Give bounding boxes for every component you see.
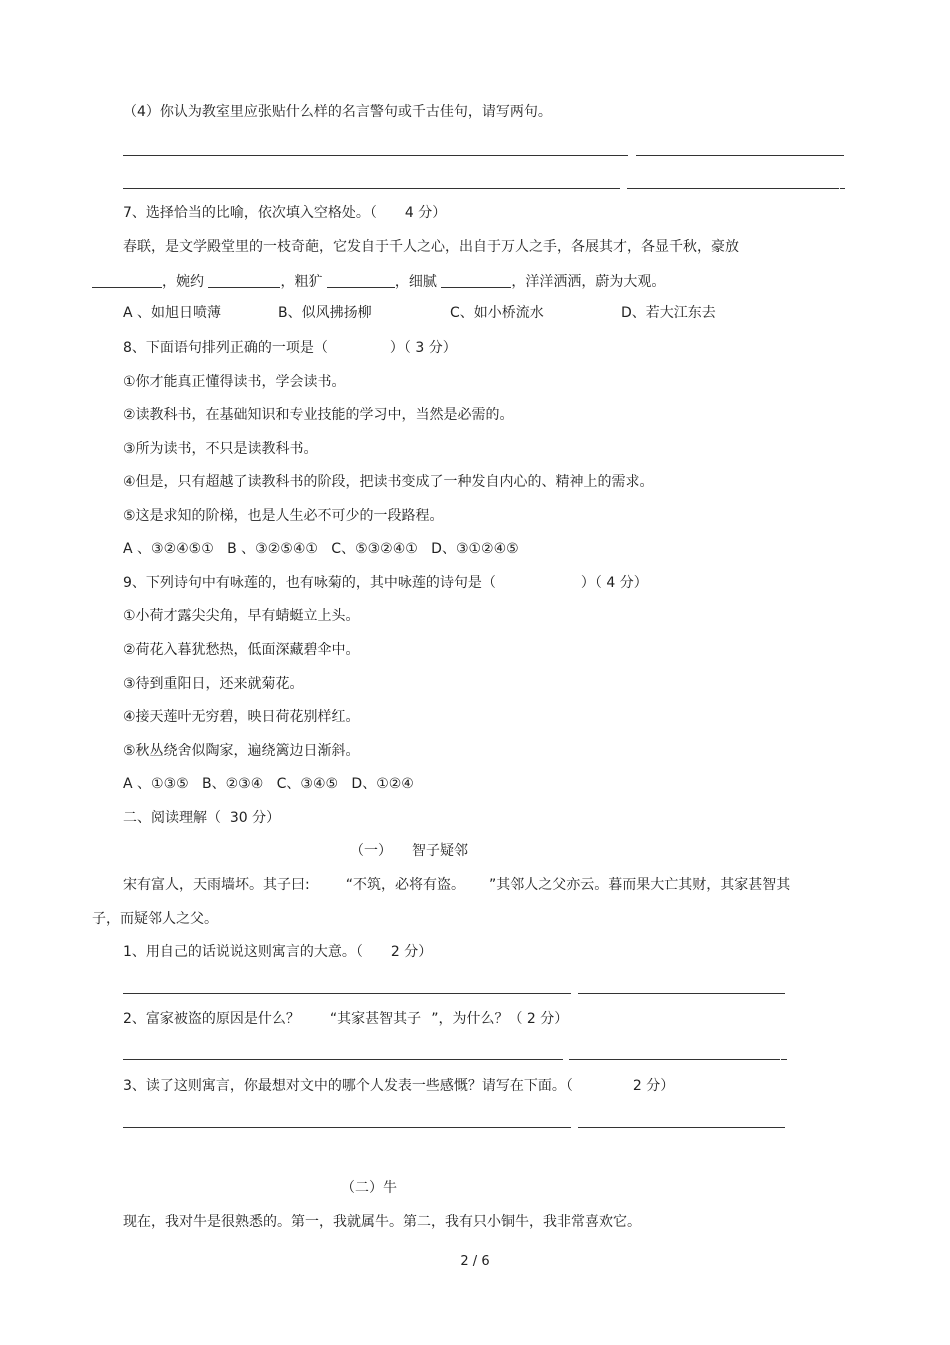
part1-text-line1 — [123, 875, 790, 895]
part2-text-line1: 现在，我对牛是很熟悉的。第一，我就属牛。第二，我有只小铜牛，我非常喜欢它。 — [123, 1214, 641, 1230]
q9-item-1: ①小荷才露尖尖角，早有蜻蜓立上头。 — [123, 608, 360, 624]
part1-title-number: （一） — [350, 843, 392, 859]
answer-line[interactable] — [123, 1059, 563, 1060]
part1-title — [350, 841, 468, 861]
part1-q2-quote: “其家甚智其子 — [329, 1011, 422, 1027]
q7-text: ，洋洋洒洒，蔚为大观。 — [511, 274, 666, 290]
answer-line[interactable] — [569, 1059, 780, 1060]
answer-line[interactable] — [627, 188, 839, 189]
q7-stem-text: 7、选择恰当的比喻，依次填入空格处。（ — [123, 205, 377, 221]
q7-passage-line1: 春联，是文学殿堂里的一枝奇葩，它发自于千人之心，出自于万人之手，各展其才，各显千秋，豪放 — [123, 239, 739, 255]
q8-stem-text: 8、下面语句排列正确的一项是（ — [123, 340, 328, 356]
section2-heading: 二、阅读理解（ 30 分） — [123, 810, 281, 826]
q8-score: ）（ 3 分） — [389, 340, 457, 356]
q7-score: 4 分） — [404, 205, 447, 221]
answer-line[interactable] — [123, 1127, 571, 1128]
answer-line — [781, 1059, 787, 1060]
part1-text: ”其邻人之父亦云。暮而果大亡其财，其家甚智其 — [488, 877, 791, 893]
q9-options: A 、①③⑤ B、②③④ C、③④⑤ D、①②④ — [123, 776, 414, 792]
answer-line[interactable] — [578, 993, 785, 994]
q9-item-3: ③待到重阳日，还来就菊花。 — [123, 676, 304, 692]
q9-score: ）（ 4 分） — [580, 575, 648, 591]
q8-options: A 、③②④⑤① B 、③②⑤④① C、⑤③②④① D、③①②④⑤ — [123, 541, 519, 557]
part1-q1 — [123, 942, 432, 962]
part2-title: （二）牛 — [341, 1180, 397, 1196]
q8-item-4: ④但是，只有超越了读教科书的阶段，把读书变成了一种发自内心的、精神上的需求。 — [123, 474, 654, 490]
q9-item-2: ②荷花入暮犹愁热，低面深藏碧伞中。 — [123, 642, 360, 658]
q8-item-5: ⑤这是求知的阶梯，也是人生必不可少的一段路程。 — [123, 508, 444, 524]
q8-stem — [123, 338, 457, 358]
q9-stem — [123, 573, 648, 593]
q9-item-5: ⑤秋丛绕舍似陶家，遍绕篱边日渐斜。 — [123, 743, 360, 759]
q7-blank-3[interactable] — [327, 273, 395, 288]
page-number: 2 / 6 — [460, 1254, 490, 1269]
q7-option-a: A 、如旭日喷薄 — [123, 305, 222, 321]
q7-blank-1[interactable] — [92, 273, 162, 288]
q7-option-d: D、若大江东去 — [621, 305, 716, 321]
q7-text: ，细腻 — [394, 274, 442, 290]
q7-option-b: B、似风拂扬柳 — [278, 305, 372, 321]
q7-blank-2[interactable] — [208, 273, 280, 288]
part1-q3-text: 3、读了这则寓言，你最想对文中的哪个人发表一些感慨？请写在下面。（ — [123, 1078, 573, 1094]
answer-line[interactable] — [123, 155, 628, 156]
part1-text: 宋有富人，天雨墙坏。其子曰: — [123, 877, 310, 893]
answer-line — [840, 188, 845, 189]
q9-item-4: ④接天莲叶无穷碧，映日荷花别样红。 — [123, 709, 360, 725]
answer-line[interactable] — [123, 993, 571, 994]
q7-text: ，粗犷 — [280, 274, 327, 290]
q7-option-c: C、如小桥流水 — [450, 305, 544, 321]
part1-q3-score: 2 分） — [632, 1078, 675, 1094]
part1-q3 — [123, 1076, 674, 1096]
part1-title-name: 智子疑邻 — [412, 843, 468, 859]
q6-sub4: （4）你认为教室里应张贴什么样的名言警句或千古佳句，请写两句。 — [123, 104, 552, 120]
part1-q1-score: 2 分） — [390, 944, 433, 960]
q8-item-3: ③所为读书，不只是读教科书。 — [123, 441, 318, 457]
q9-stem-text: 9、下列诗句中有咏莲的，也有咏菊的，其中咏莲的诗句是（ — [123, 575, 496, 591]
answer-line[interactable] — [636, 155, 844, 156]
answer-line[interactable] — [123, 188, 620, 189]
part1-text-line2: 子，而疑邻人之父。 — [92, 911, 218, 927]
part1-q1-text: 1、用自己的话说说这则寓言的大意。（ — [123, 944, 363, 960]
q7-stem — [123, 203, 446, 223]
part1-q2 — [123, 1009, 568, 1029]
q7-passage-line2 — [92, 272, 665, 292]
q8-item-1: ①你才能真正懂得读书，学会读书。 — [123, 374, 346, 390]
q7-text: ，婉约 — [162, 274, 209, 290]
answer-line[interactable] — [578, 1127, 785, 1128]
q8-item-2: ②读教科书，在基础知识和专业技能的学习中，当然是必需的。 — [123, 407, 514, 423]
part1-q2-text: 2、富家被盗的原因是什么？ — [123, 1011, 300, 1027]
part1-text: “不筑，必将有盗。 — [345, 877, 465, 893]
part1-q2-rest: ”，为什么？（ 2 分） — [431, 1011, 569, 1027]
q7-blank-4[interactable] — [441, 273, 511, 288]
